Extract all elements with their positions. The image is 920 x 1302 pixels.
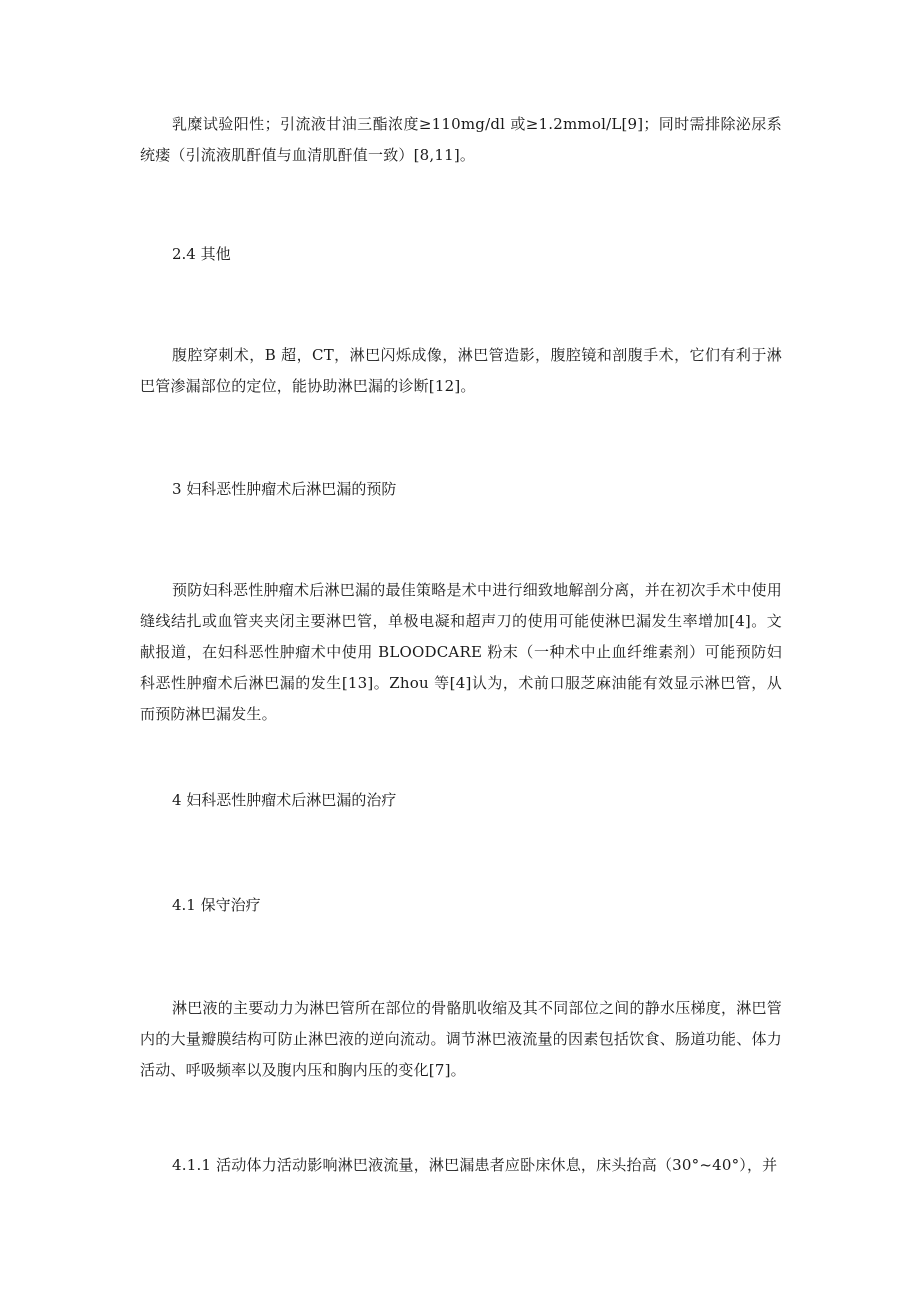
paragraph-diagnostic-methods: 腹腔穿刺术，B 超，CT，淋巴闪烁成像，淋巴管造影，腹腔镜和剖腹手术，它们有利于淋巴管渗漏部位的定位，能协助淋巴漏的诊断[12]。 <box>140 346 782 395</box>
heading-4-1-conservative-treatment: 4.1 保守治疗 <box>172 896 261 914</box>
paragraph-4-1-1-activity: 4.1.1 活动体力活动影响淋巴液流量，淋巴漏患者应卧床休息，床头抬高（30°~40°），并 <box>172 1156 778 1174</box>
heading-4-treatment: 4 妇科恶性肿瘤术后淋巴漏的治疗 <box>172 791 397 809</box>
paragraph-lymph-flow-dynamics: 淋巴液的主要动力为淋巴管所在部位的骨骼肌收缩及其不同部位之间的静水压梯度，淋巴管内的大量瓣膜结构可防止淋巴液的逆向流动。调节淋巴液流量的因素包括饮食、肠道功能、体力活动、呼吸频率以及腹内压和胸内压的变化[7]。 <box>140 999 782 1079</box>
heading-3-prevention: 3 妇科恶性肿瘤术后淋巴漏的预防 <box>172 480 397 498</box>
paragraph-chylous-test-criteria: 乳糜试验阳性；引流液甘油三酯浓度≥110mg/dl 或≥1.2mmol/L[9]；同时需排除泌尿系统瘘（引流液肌酐值与血清肌酐值一致）[8,11]。 <box>140 115 782 164</box>
paragraph-prevention-strategy: 预防妇科恶性肿瘤术后淋巴漏的最佳策略是术中进行细致地解剖分离，并在初次手术中使用缝线结扎或血管夹夹闭主要淋巴管，单极电凝和超声刀的使用可能使淋巴漏发生率增加[4]。文献报道，在妇科恶性肿瘤术中使用 BLOODCARE 粉末（一种术中止血纤维素剂）可能预防妇科恶性肿瘤术后淋巴漏的发生[13]。Zhou 等[4]认为，术前口服芝麻油能有效显示淋巴管，从而预防淋巴漏发生。 <box>140 581 782 723</box>
heading-2-4-other: 2.4 其他 <box>172 245 231 263</box>
